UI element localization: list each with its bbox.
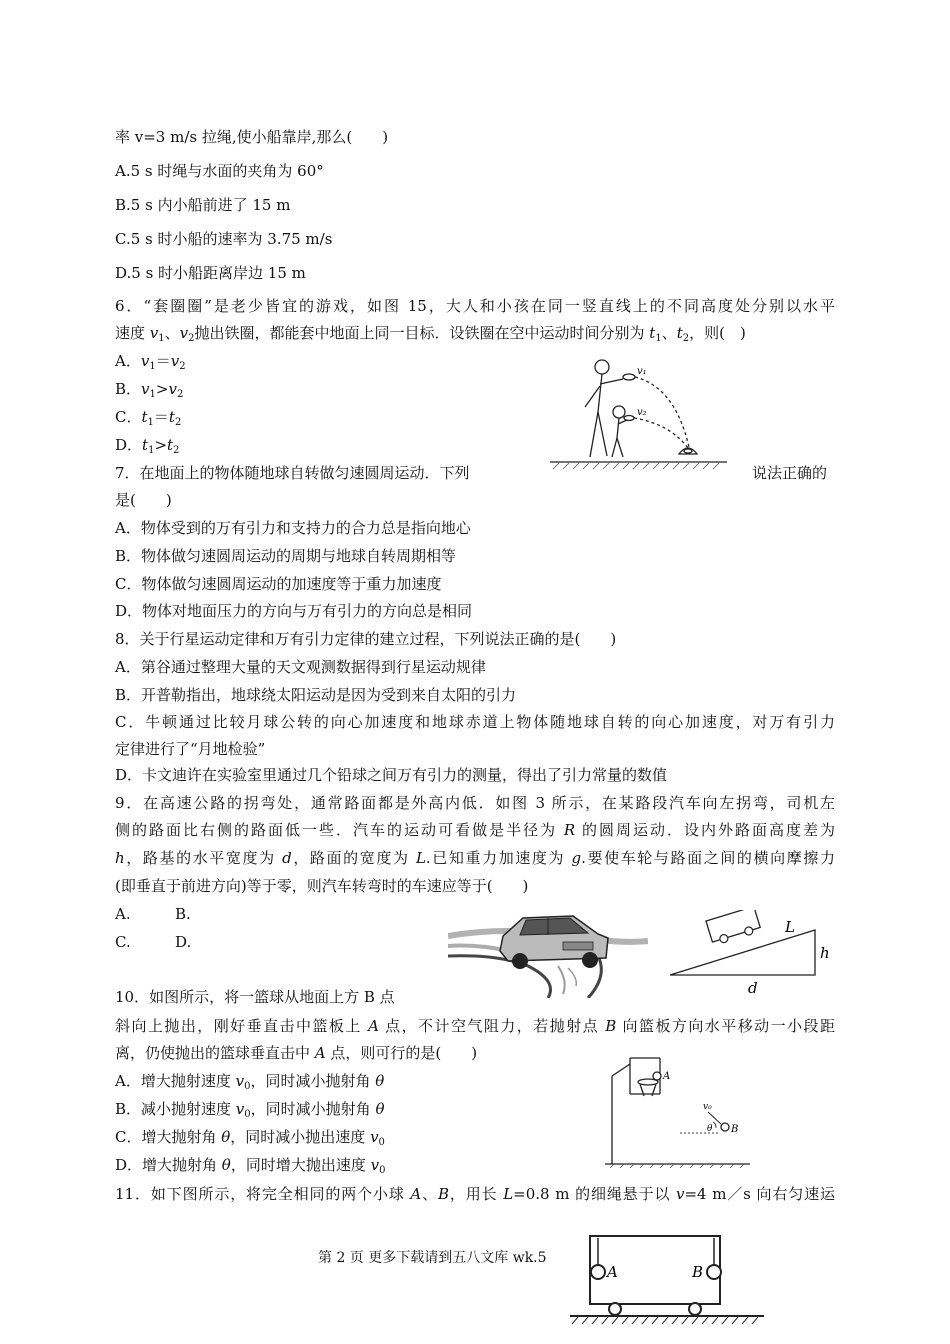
cart-label-a: A [607,1263,618,1281]
q5-option-a: A.5 s 时绳与水面的夹角为 60° [115,162,324,180]
q10-stem-line3: 离，仍使抛出的篮球垂直击中 A 点，则可行的是( ) [115,1044,478,1062]
fig-label-v0: v₀ [703,1102,712,1112]
q10-option-a: A．增大抛射速度 $v_0$，同时减小抛射角 θ [115,1072,385,1092]
basketball-figure [600,1056,760,1168]
q7-stem-line1b: 说法正确的 [752,464,828,482]
fig-label-l: L [785,918,795,936]
q7-option-c: C．物体做匀速圆周运动的加速度等于重力加速度 [115,575,442,593]
q9-option-b: B. [175,905,191,923]
car-curve-photo [448,906,648,998]
q8-option-d: D．卡文迪许在实验室里通过几个铅球之间万有引力的测量，得出了引力常量的数值 [115,766,668,784]
fig-label-a: A [663,1071,671,1082]
q10-option-d: D．增大抛射角 θ，同时增大抛出速度 $v_0$ [115,1156,386,1176]
q5-option-b: B.5 s 内小船前进了 15 m [115,196,291,214]
fig-label-v2: v₂ [637,407,647,418]
q10-stem-line1: 10．如图所示，将一篮球从地面上方 B 点 [115,988,395,1006]
q10-option-b: B．减小抛射速度 $v_0$，同时减小抛射角 θ [115,1100,385,1120]
ring-toss-figure [545,352,735,470]
q8-option-a: A．第谷通过整理大量的天文观测数据得到行星运动规律 [115,658,486,676]
q8-option-c-line2: 定律进行了“月地检验” [115,740,266,758]
q10-stem-line2: 斜向上抛出，刚好垂直击中篮板上 A 点，不计空气阻力，若抛射点 B 向篮板方向水平移动一小段距 [115,1017,835,1035]
q8-option-c-line1: C．牛顿通过比较月球公转的向心加速度和地球赤道上物体随地球自转的向心加速度，对万有引力 [115,713,835,731]
q9-option-d: D. [175,933,192,951]
q6-option-c: C．$t_1=t_2$ [115,408,182,428]
q7-stem-line1a: 7．在地面上的物体随地球自转做匀速圆周运动．下列 [115,464,470,482]
fig-label-d: d [748,979,758,997]
q8-option-b: B．开普勒指出，地球绕太阳运动是因为受到来自太阳的引力 [115,686,517,704]
q9-stem-line4: (即垂直于前进方向)等于零，则汽车转弯时的车速应等于( ) [115,877,529,895]
banked-road-figure [665,910,840,1000]
q7-option-d: D．物体对地面压力的方向与万有引力的方向总是相同 [115,602,473,620]
q7-option-a: A．物体受到的万有引力和支持力的合力总是指向地心 [115,519,471,537]
q10-option-c: C．增大抛射角 θ，同时减小抛出速度 $v_0$ [115,1128,385,1148]
cart-label-b: B [692,1263,704,1281]
q5-stem-tail: 率 v=3 m/s 拉绳,使小船靠岸,那么( ) [115,128,389,146]
q9-option-c: C. [115,933,131,951]
q7-stem-line2: 是( ) [115,491,172,509]
q9-stem-line2: 侧的路面比右侧的路面低一些．汽车的运动可看做是半径为 R 的圆周运动．设内外路面高度差为 [115,821,835,839]
q8-stem: 8．关于行星运动定律和万有引力定律的建立过程，下列说法正确的是( ) [115,630,617,648]
q6-stem-line2: 速度 $v_1$、$v_2$抛出铁圈，都能套中地面上同一目标．设铁圈在空中运动时间分别为 $t_1$、$t_2$，则( ) [115,324,746,344]
q6-option-d: D．$t_1>t_2$ [115,436,180,456]
q6-stem-line1: 6．“套圈圈”是老少皆宜的游戏，如图 15，大人和小孩在同一竖直线上的不同高度处分别以水平 [115,297,835,315]
q5-option-d: D.5 s 时小船距离岸边 15 m [115,264,306,282]
q7-option-b: B．物体做匀速圆周运动的周期与地球自转周期相等 [115,547,457,565]
q9-option-a: A. [115,905,131,923]
fig-label-v1: v₁ [637,366,647,377]
cart-figure [568,1232,768,1344]
q11-stem-line1: 11．如下图所示，将完全相同的两个小球 A、B，用长 L=0.8 m 的细绳悬于以 v=4 m／s 向右匀速运 [115,1185,835,1203]
page-footer: 第 2 页 更多下载请到五八文库 wk.5 [318,1250,547,1266]
fig-label-b: B [731,1124,739,1135]
q6-option-a: A．$v_1=v_2$ [115,352,186,372]
fig-label-h: h [820,944,830,962]
q9-stem-line3: h，路基的水平宽度为 d，路面的宽度为 L.已知重力加速度为 g.要使车轮与路面之间的横向摩擦力 [115,849,835,867]
fig-label-theta: θ [707,1124,713,1134]
q5-option-c: C.5 s 时小船的速率为 3.75 m/s [115,230,333,248]
q9-stem-line1: 9．在高速公路的拐弯处，通常路面都是外高内低．如图 3 所示，在某路段汽车向左拐弯，司机左 [115,794,835,812]
q6-option-b: B．$v_1>v_2$ [115,380,184,400]
